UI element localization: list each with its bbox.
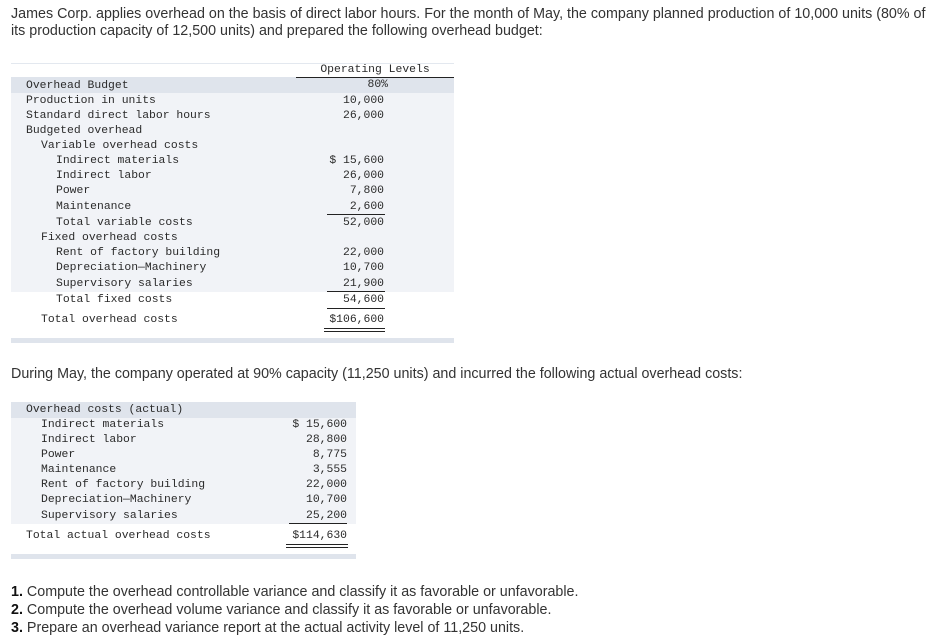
question-item xyxy=(11,583,578,601)
question-number: 1. xyxy=(11,584,23,600)
table-row-label: Supervisory salaries xyxy=(56,278,193,290)
total-overhead-label: Total overhead costs xyxy=(41,314,178,326)
table-row-label: Indirect materials xyxy=(41,419,165,431)
budget-title: Overhead Budget xyxy=(26,80,129,92)
question-text: Prepare an overhead variance report at the actual activity level of 11,250 units. xyxy=(26,620,525,636)
question-text: Compute the overhead volume variance and classify it as favorable or unfavorable. xyxy=(26,602,552,618)
table-row-value: 22,000 xyxy=(305,479,347,491)
total-overhead-value: $106,600 xyxy=(329,314,384,326)
table-row-value: 10,700 xyxy=(342,262,384,274)
questions-list xyxy=(11,583,578,637)
budgeted-overhead-label: Budgeted overhead xyxy=(26,125,143,137)
table-row-value: $ 15,600 xyxy=(329,155,384,167)
table-row-value: $ 15,600 xyxy=(292,419,347,431)
table-row-label: Indirect labor xyxy=(41,434,137,446)
table-row-value: 22,000 xyxy=(342,247,384,259)
fixed-costs-label: Fixed overhead costs xyxy=(41,232,178,244)
table-row-value: 26,000 xyxy=(342,170,384,182)
table-row-label: Maintenance xyxy=(41,464,117,476)
total-actual-value: $114,630 xyxy=(292,530,347,542)
production-value: 10,000 xyxy=(342,95,384,107)
table-row-value: 21,900 xyxy=(342,278,384,290)
total-actual-label: Total actual overhead costs xyxy=(26,530,211,542)
grand-total-double-underline xyxy=(286,544,348,548)
table-row-label: Indirect materials xyxy=(56,155,180,167)
overhead-budget-table xyxy=(11,61,454,343)
variable-costs-label: Variable overhead costs xyxy=(41,140,199,152)
hours-value: 26,000 xyxy=(342,110,384,122)
subtotal-underline xyxy=(327,291,385,292)
total-fixed-value: 54,600 xyxy=(342,294,384,306)
total-fixed-label: Total fixed costs xyxy=(56,294,173,306)
table-row-label: Maintenance xyxy=(56,201,132,213)
actual-overhead-table xyxy=(11,401,356,559)
table-row-value: 28,800 xyxy=(305,434,347,446)
table-row-value: 2,600 xyxy=(349,201,384,213)
grand-total-double-underline xyxy=(324,328,385,332)
question-number: 2. xyxy=(11,602,23,618)
subtotal-underline xyxy=(327,214,385,215)
level-percent: 80% xyxy=(367,79,388,91)
operating-levels-header: Operating Levels xyxy=(320,64,430,76)
hours-label: Standard direct labor hours xyxy=(26,110,211,122)
table-row-label: Power xyxy=(56,185,91,197)
table-row-value: 7,800 xyxy=(349,185,384,197)
total-variable-value: 52,000 xyxy=(342,217,384,229)
question-text: Compute the overhead controllable variance and classify it as favorable or unfavorable. xyxy=(26,584,579,600)
table-row-label: Rent of factory building xyxy=(41,479,206,491)
actual-title: Overhead costs (actual) xyxy=(26,404,184,416)
subtotal-underline xyxy=(289,523,347,524)
production-label: Production in units xyxy=(26,95,156,107)
question-number: 3. xyxy=(11,620,23,636)
question-item xyxy=(11,601,578,619)
table-row-label: Depreciation—Machinery xyxy=(41,494,192,506)
intro-paragraph: James Corp. applies overhead on the basis of direct labor hours. For the month of May, the company planned production of 10,000 units (80% of its production capacity of 12,500 units) and prepared the following overhead budget: xyxy=(11,6,926,39)
total-underline xyxy=(327,308,385,309)
table-row-label: Rent of factory building xyxy=(56,247,221,259)
table-bottom-band xyxy=(11,554,356,559)
table-row-label: Supervisory salaries xyxy=(41,510,178,522)
actual-intro-paragraph: During May, the company operated at 90% capacity (11,250 units) and incurred the following actual overhead costs: xyxy=(11,366,743,382)
table-row-label: Power xyxy=(41,449,76,461)
table-row-value: 3,555 xyxy=(312,464,347,476)
table-row-value: 10,700 xyxy=(305,494,347,506)
table-bottom-band xyxy=(11,338,454,343)
table-row-value: 25,200 xyxy=(305,510,347,522)
table-row-value: 8,775 xyxy=(312,449,347,461)
table-row-label: Depreciation—Machinery xyxy=(56,262,207,274)
total-variable-label: Total variable costs xyxy=(56,217,193,229)
question-item xyxy=(11,619,578,637)
table-row-label: Indirect labor xyxy=(56,170,152,182)
